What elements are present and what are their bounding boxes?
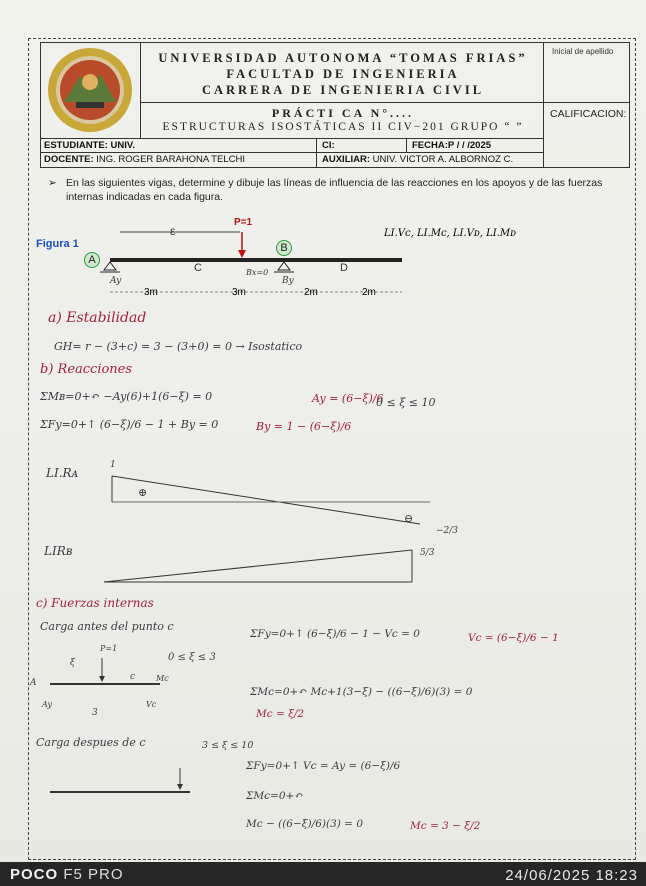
camera-model: F5 PRO xyxy=(63,866,124,883)
faculty-name: FACULTAD DE INGENIERIA xyxy=(226,67,460,81)
case-1-mc-result: Mc = ξ/2 xyxy=(256,708,305,720)
estudiante-field: ESTUDIANTE: UNIV. xyxy=(44,140,135,151)
case-1-sketch xyxy=(30,654,210,718)
case-1-label: Carga antes del punto c xyxy=(40,620,174,633)
case-2-sketch xyxy=(30,764,210,824)
li-rb-label: LIRʙ xyxy=(44,544,73,558)
auxiliar-value: UNIV. VICTOR A. ALBORNOZ C. xyxy=(372,154,514,165)
span-3: 2m xyxy=(304,287,318,298)
li-ra-top: 1 xyxy=(110,460,116,470)
figure-label: Figura 1 xyxy=(36,238,79,250)
case-1-a-label: A xyxy=(30,678,37,688)
case-1-ay-label: Ay xyxy=(42,700,52,709)
docente-label: DOCENTE: xyxy=(44,154,94,165)
li-ra-minus: ⊖ xyxy=(404,512,414,525)
auxiliar-label: AUXILIAR: xyxy=(322,154,371,165)
span-4: 2m xyxy=(362,287,376,298)
li-ra-label: LI.Rᴀ xyxy=(46,466,79,480)
span-2: 3m xyxy=(232,287,246,298)
case-1-range: 0 ≤ ξ ≤ 3 xyxy=(168,652,216,663)
case-1-p-label: P=1 xyxy=(100,644,118,653)
header-divider xyxy=(40,138,543,139)
header-divider xyxy=(140,102,630,103)
case-1-vc-eq: ΣFy=0+↑ (6−ξ)/6 − 1 − Vc = 0 xyxy=(250,628,420,640)
career-name: CARRERA DE INGENIERIA CIVIL xyxy=(201,83,485,97)
header-divider xyxy=(140,42,141,138)
case-1-mc-label: Mc xyxy=(156,674,169,683)
case-1-eps-label: ξ xyxy=(70,658,75,668)
course-line: ESTRUCTURAS ISOSTÁTICAS II CIV−201 GRUPO “ ” xyxy=(162,121,524,133)
fecha-field: FECHA:P / / /2025 xyxy=(412,140,492,151)
docente-value: ING. ROGER BARAHONA TELCHI xyxy=(96,154,245,165)
moment-eq: ΣMʙ=0+↶ −Ay(6)+1(6−ξ) = 0 xyxy=(40,390,213,403)
inicial-label: Inicial de apellido xyxy=(552,47,614,56)
by-label: By xyxy=(282,276,294,286)
photo-timestamp: 24/06/2025 18:23 xyxy=(505,867,638,884)
stability-eq: GH= r − (3+c) = 3 − (3+0) = 0 → Isostatico xyxy=(54,340,303,353)
ay-result: Ay = (6−ξ)/6 xyxy=(312,392,384,405)
ay-label: Ay xyxy=(110,276,122,286)
practica-block xyxy=(148,106,538,133)
docente-field xyxy=(44,154,245,165)
calificacion-label: CALIFICACION: xyxy=(550,108,627,120)
bx-label: Bx=0 xyxy=(246,268,269,277)
li-ra-end: −2/3 xyxy=(436,526,459,536)
li-ra-plus: ⊕ xyxy=(138,486,148,499)
by-result: By = 1 − (6−ξ)/6 xyxy=(256,420,352,433)
li-ra-diagram xyxy=(110,466,440,542)
case-2-mc-eq: Mc − ((6−ξ)/6)(3) = 0 xyxy=(246,818,363,830)
xi-range: 0 ≤ ξ ≤ 10 xyxy=(376,396,436,409)
node-c: C xyxy=(194,262,202,274)
load-label: P=1 xyxy=(234,217,253,228)
university-name: UNIVERSIDAD AUTONOMA “TOMAS FRIAS” xyxy=(158,51,528,65)
node-b: B xyxy=(276,240,292,256)
header-divider xyxy=(316,138,317,168)
force-eq: ΣFy=0+↑ (6−ξ)/6 − 1 + By = 0 xyxy=(40,418,219,431)
case-1-mc-eq: ΣMc=0+↶ Mc+1(3−ξ) − ((6−ξ)/6)(3) = 0 xyxy=(250,686,473,698)
epsilon-label: ε xyxy=(170,224,176,238)
case-1-span-label: 3 xyxy=(92,708,98,718)
section-a-title: a) Estabilidad xyxy=(48,310,147,326)
case-2-range: 3 ≤ ξ ≤ 10 xyxy=(202,740,254,751)
university-seal-logo xyxy=(46,46,134,134)
camera-brand xyxy=(10,866,124,883)
auxiliar-field xyxy=(322,154,513,165)
ci-field: CI: xyxy=(322,140,335,151)
header-divider xyxy=(40,152,543,153)
span-1: 3m xyxy=(144,287,158,298)
li-rb-end: 5/3 xyxy=(420,548,435,558)
influence-targets: LI.Vᴄ, LI.Mᴄ, LI.Vᴅ, LI.Mᴅ xyxy=(384,228,516,239)
case-2-vc-eq: ΣFy=0+↑ Vc = Ay = (6−ξ)/6 xyxy=(246,760,401,772)
case-2-mc-result: Mc = 3 − ξ/2 xyxy=(410,820,481,832)
case-1-vc-result: Vc = (6−ξ)/6 − 1 xyxy=(468,632,559,644)
li-rb-diagram xyxy=(100,548,430,588)
section-b-title: b) Reacciones xyxy=(40,362,133,377)
node-d: D xyxy=(340,262,348,274)
university-header xyxy=(148,50,538,98)
camera-brand-name: POCO xyxy=(10,866,59,883)
header-divider xyxy=(543,42,544,168)
header-divider xyxy=(406,138,407,152)
case-1-vc-label: Vc xyxy=(146,700,157,709)
case-1-c-label: c xyxy=(130,672,136,682)
arrow-bullet-icon: ➢ xyxy=(48,177,57,189)
instructions xyxy=(48,176,633,204)
node-a: A xyxy=(84,252,100,268)
practica-title: PRÁCTI CA N°.... xyxy=(271,106,415,120)
case-2-label: Carga despues de c xyxy=(36,736,146,749)
case-2-mc-head: ΣMc=0+↶ xyxy=(246,790,304,802)
section-c-title: c) Fuerzas internas xyxy=(36,596,154,610)
instructions-text: En las siguientes vigas, determine y dibuje las líneas de influencia de las reacciones en los apoyos y de las fuerzas internas indicadas en cada figura. xyxy=(66,177,603,203)
